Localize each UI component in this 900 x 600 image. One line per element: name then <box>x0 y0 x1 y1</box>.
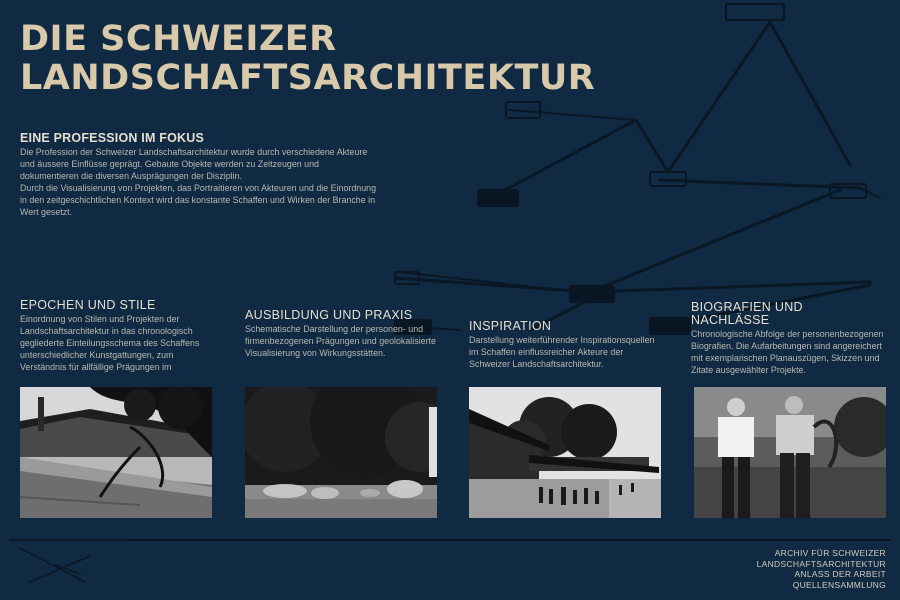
photo-image <box>245 387 437 518</box>
page-title <box>20 20 595 98</box>
section-heading: BIOGRAFIEN UND NACHLÄSSE <box>691 300 803 327</box>
section-inspiration <box>469 320 661 370</box>
section-epochen <box>20 299 212 398</box>
footer-line-1: ARCHIV FÜR SCHWEIZER <box>774 548 886 558</box>
section-ausbildung <box>245 309 437 359</box>
section-text: Darstellung weiterführender Inspirationsquellen im Schaffen einflussreicher Akteure der Schweizer Landschaftsarchitektur. <box>469 335 655 369</box>
footer-line-4: QUELLENSAMMLUNG <box>792 579 886 590</box>
photo-epochen <box>20 387 212 518</box>
intro-paragraph-1: Die Profession der Schweizer Landschaftsarchitektur wurde durch verschiedene Akteure und äussere Einflüsse geprägt. Gebaute Objekte werden zu Zeitzeugen und dokumentieren die diversen Ausprägungen der Disziplin. <box>20 147 368 181</box>
photo-ausbildung <box>245 387 437 518</box>
section-text: Chronologische Abfolge der personenbezogenen Biografien. Die Aufarbeitungen sind angereichert mit exemplarischen Planauszügen, Skizzen und Zitate ausgewählter Projekte. <box>691 329 884 375</box>
footer-line-2: LANDSCHAFTSARCHITEKTUR <box>756 558 886 569</box>
footer-line-3: ANLASS DER ARBEIT <box>794 569 886 579</box>
photo-biografien <box>694 387 886 518</box>
section-heading: AUSBILDUNG UND PRAXIS <box>245 308 413 322</box>
intro-paragraph-2: Durch die Visualisierung von Projekten, das Portraitieren von Akteuren und die Einordnung in den zeitgeschichtlichen Kontext wird das konstante Schaffen und Wirken der Branche in Wert gesetzt. <box>20 183 377 217</box>
photo-image <box>694 387 886 518</box>
photo-image <box>469 387 661 518</box>
section-text-clip <box>20 312 212 398</box>
section-heading: EPOCHEN UND STILE <box>20 298 156 312</box>
title-line-2: LANDSCHAFTSARCHITEKTUR <box>20 58 596 98</box>
title-line-1: DIE SCHWEIZER <box>20 19 337 59</box>
photo-image <box>20 387 212 518</box>
section-biografien <box>691 301 896 376</box>
section-text: Einordnung von Stilen und Projekten der Landschaftsarchitektur in das chronologisch gegliederte Einteilungsschema des Schaffens unterschiedlicher Kunstgattungen, zum Verständnis für allfällige Prägungen im <box>20 314 200 372</box>
intro-heading: EINE PROFESSION IM FOKUS <box>20 131 204 145</box>
section-heading: INSPIRATION <box>469 319 552 333</box>
section-text: Schematische Darstellung der personen- und firmenbezogenen Prägungen und geolokalisierte Visualisierung von Wirkungsstätten. <box>245 324 436 358</box>
photo-inspiration <box>469 387 661 518</box>
footer-links <box>757 548 886 590</box>
intro-section <box>20 132 380 218</box>
